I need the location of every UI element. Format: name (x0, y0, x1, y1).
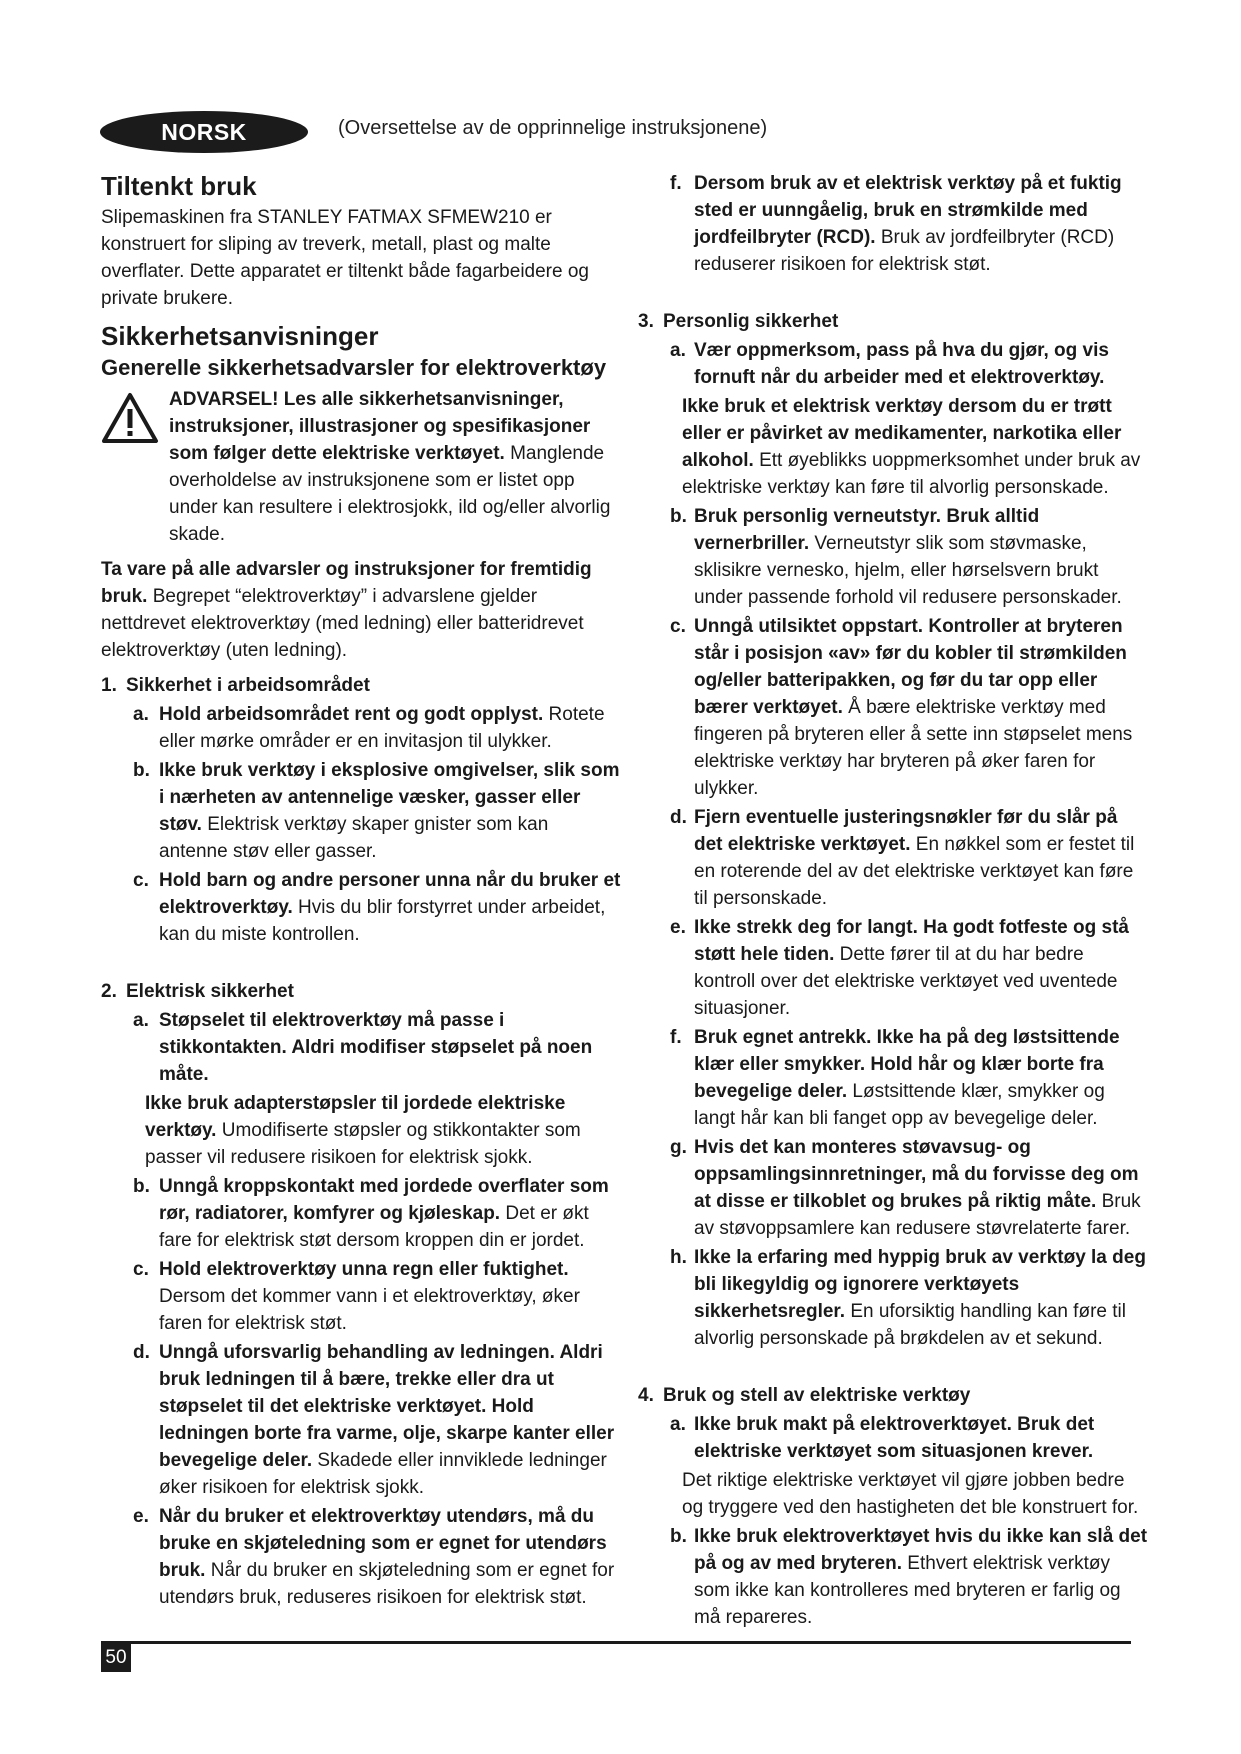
warning-triangle-icon (101, 392, 159, 444)
keep-bold: Ta vare på alle advarsler og instruksjoner for fremtidig bruk. (101, 559, 592, 607)
list-item: a. Vær oppmerksom, pass på hva du gjør, og vis fornuft når du arbeider med et elektroverktøy. (670, 340, 1109, 388)
list-item: e. Ikke strekk deg for langt. Ha godt fotfeste og stå støtt hele tiden. Dette fører til at du har bedre kontroll over det elektriske verktøyet ved uventede situasjoner. (670, 917, 1129, 1019)
list-item-continuation: Det riktige elektriske verktøyet vil gjøre jobben bedre og tryggere ved den hastigheten det ble konstruert for. (682, 1470, 1139, 1518)
list-item: h. Ikke la erfaring med hyppig bruk av verktøy la deg bli likegyldig og ignorere verktøyets sikkerhetsregler. En uforsiktig handling kan føre til alvorlig personskade på brøkdelen av et sekund. (670, 1247, 1146, 1349)
keep-rest: Begrepet “elektroverktøy” i advarslene gjelder nettdrevet elektroverktøy (med ledning) eller batteridrevet elektroverktøy (uten ledning). (101, 586, 584, 661)
warning-block (101, 386, 621, 548)
warning-bold: ADVARSEL! Les alle sikkerhetsanvisninger, instruksjoner, illustrasjoner og spesifikasjoner som følger dette elektriske verktøyet. (169, 389, 591, 464)
list-item: b. Ikke bruk verktøy i eksplosive omgivelser, slik som i nærheten av antennelige væsker, gasser eller støv. Elektrisk verktøy skaper gnister som kan antenne støv eller gasser. (133, 760, 620, 862)
list-item-continuation: Ikke bruk et elektrisk verktøy dersom du er trøtt eller er påvirket av medikamenter, narkotika eller alkohol. Ett øyeblikks uoppmerksomhet under bruk av elektriske verktøy kan føre til alvorlig personskade. (682, 396, 1141, 498)
list-item: c. Hold barn og andre personer unna når du bruker et elektroverktøy. Hvis du blir forstyrret under arbeidet, kan du miste kontrollen. (133, 870, 621, 945)
section-3-title: 3. Personlig sikkerhet (638, 311, 839, 332)
warning-text (169, 386, 621, 548)
left-column (101, 170, 621, 1613)
list-item-continuation: Ikke bruk adapterstøpsler til jordede elektriske verktøy. Umodifiserte støpsler og stikkontakter som passer vil redusere risikoen for elektrisk sjokk. (145, 1093, 581, 1168)
section-1-title: 1. Sikkerhet i arbeidsområdet (101, 675, 370, 696)
section-4-title: 4. Bruk og stell av elektriske verktøy (638, 1385, 971, 1406)
list-item: b. Unngå kroppskontakt med jordede overflater som rør, radiatorer, komfyrer og kjøleskap. Det er økt fare for elektrisk støt dersom kroppen din er jordet. (133, 1176, 609, 1251)
list-item: c. Hold elektroverktøy unna regn eller fuktighet. Dersom det kommer vann i et elektroverktøy, øker faren for elektrisk støt. (133, 1259, 580, 1334)
list-item: a. Ikke bruk makt på elektroverktøyet. Bruk det elektriske verktøyet som situasjonen krever. (670, 1414, 1095, 1462)
section-2-title: 2. Elektrisk sikkerhet (101, 981, 294, 1002)
list-item: b. Bruk personlig verneutstyr. Bruk alltid vernerbriller. Verneutstyr slik som støvmaske, sklisikre vernesko, hjelm, eller hørselsvern brukt under passende forhold vil redusere personskader. (670, 506, 1122, 608)
translation-note: (Oversettelse av de opprinnelige instruksjonene) (338, 117, 768, 139)
safety-title: Sikkerhetsanvisninger (101, 321, 379, 351)
intended-use-title: Tiltenkt bruk (101, 171, 257, 201)
right-column (638, 170, 1148, 1633)
intended-use-text: Slipemaskinen fra STANLEY FATMAX SFMEW210 er konstruert for sliping av treverk, metall, plast og malte overflater. Dette apparatet er tiltenkt både fagarbeidere og private brukere. (101, 207, 589, 309)
list-item: f. Bruk egnet antrekk. Ikke ha på deg løstsittende klær eller smykker. Hold hår og klær borte fra bevegelige deler. Løstsittende klær, smykker og langt hår kan bli fanget opp av bevegelige deler. (670, 1027, 1120, 1129)
page-number: 50 (101, 1644, 131, 1672)
list-item: f. Dersom bruk av et elektrisk verktøy på et fuktig sted er uunngåelig, bruk en strømkilde med jordfeilbryter (RCD). Bruk av jordfeilbryter (RCD) reduserer risikoen for elektrisk støt. (670, 173, 1122, 275)
list-item: a. Støpselet til elektroverktøy må passe i stikkontakten. Aldri modifiser støpselet på noen måte. (133, 1010, 593, 1085)
list-item: d. Fjern eventuelle justeringsnøkler før du slår på det elektriske verktøyet. En nøkkel som er festet til en roterende del av det elektriske verktøyet kan føre til personskade. (670, 807, 1135, 909)
keep-instructions (101, 556, 621, 664)
footer-divider (101, 1641, 1131, 1644)
list-item: a. Hold arbeidsområdet rent og godt opplyst. Rotete eller mørke områder er en invitasjon til ulykker. (133, 704, 605, 752)
list-item: c. Unngå utilsiktet oppstart. Kontroller at bryteren står i posisjon «av» før du kobler til strømkilden og/eller batteripakken, og før du tar opp eller bærer verktøyet. Å bære elektriske verktøy med fingeren på bryteren eller å sette inn støpselet mens elektriske verktøy har bryteren på øker faren for ulykker. (670, 616, 1133, 799)
list-item: e. Når du bruker et elektroverktøy utendørs, må du bruke en skjøteledning som er egnet for utendørs bruk. Når du bruker en skjøteledning som er egnet for utendørs bruk, reduseres risikoen for elektrisk støt. (133, 1506, 615, 1608)
list-item: g. Hvis det kan monteres støvavsug- og oppsamlingsinnretninger, må du forvisse deg om at disse er tilkoblet og brukes på riktig måte. Bruk av støvoppsamlere kan redusere støvrelaterte farer. (670, 1137, 1141, 1239)
warning-rest: Manglende overholdelse av instruksjonene som er listet opp under kan resultere i elektrosjokk, ild og/eller alvorlig skade. (169, 443, 611, 545)
list-item: d. Unngå uforsvarlig behandling av ledningen. Aldri bruk ledningen til å bære, trekke eller dra ut støpselet til det elektriske verktøyet. Hold ledningen borte fra varme, olje, skarpe kanter eller bevegelige deler. Skadede eller innviklede ledninger øker risikoen for elektrisk sjokk. (133, 1342, 615, 1498)
list-item: b. Ikke bruk elektroverktøyet hvis du ikke kan slå det på og av med bryteren. Ethvert elektrisk verktøy som ikke kan kontrolleres med bryteren er farlig og må repareres. (670, 1526, 1148, 1628)
language-badge: NORSK (100, 111, 308, 153)
safety-subtitle: Generelle sikkerhetsadvarsler for elektroverktøy (101, 355, 607, 380)
